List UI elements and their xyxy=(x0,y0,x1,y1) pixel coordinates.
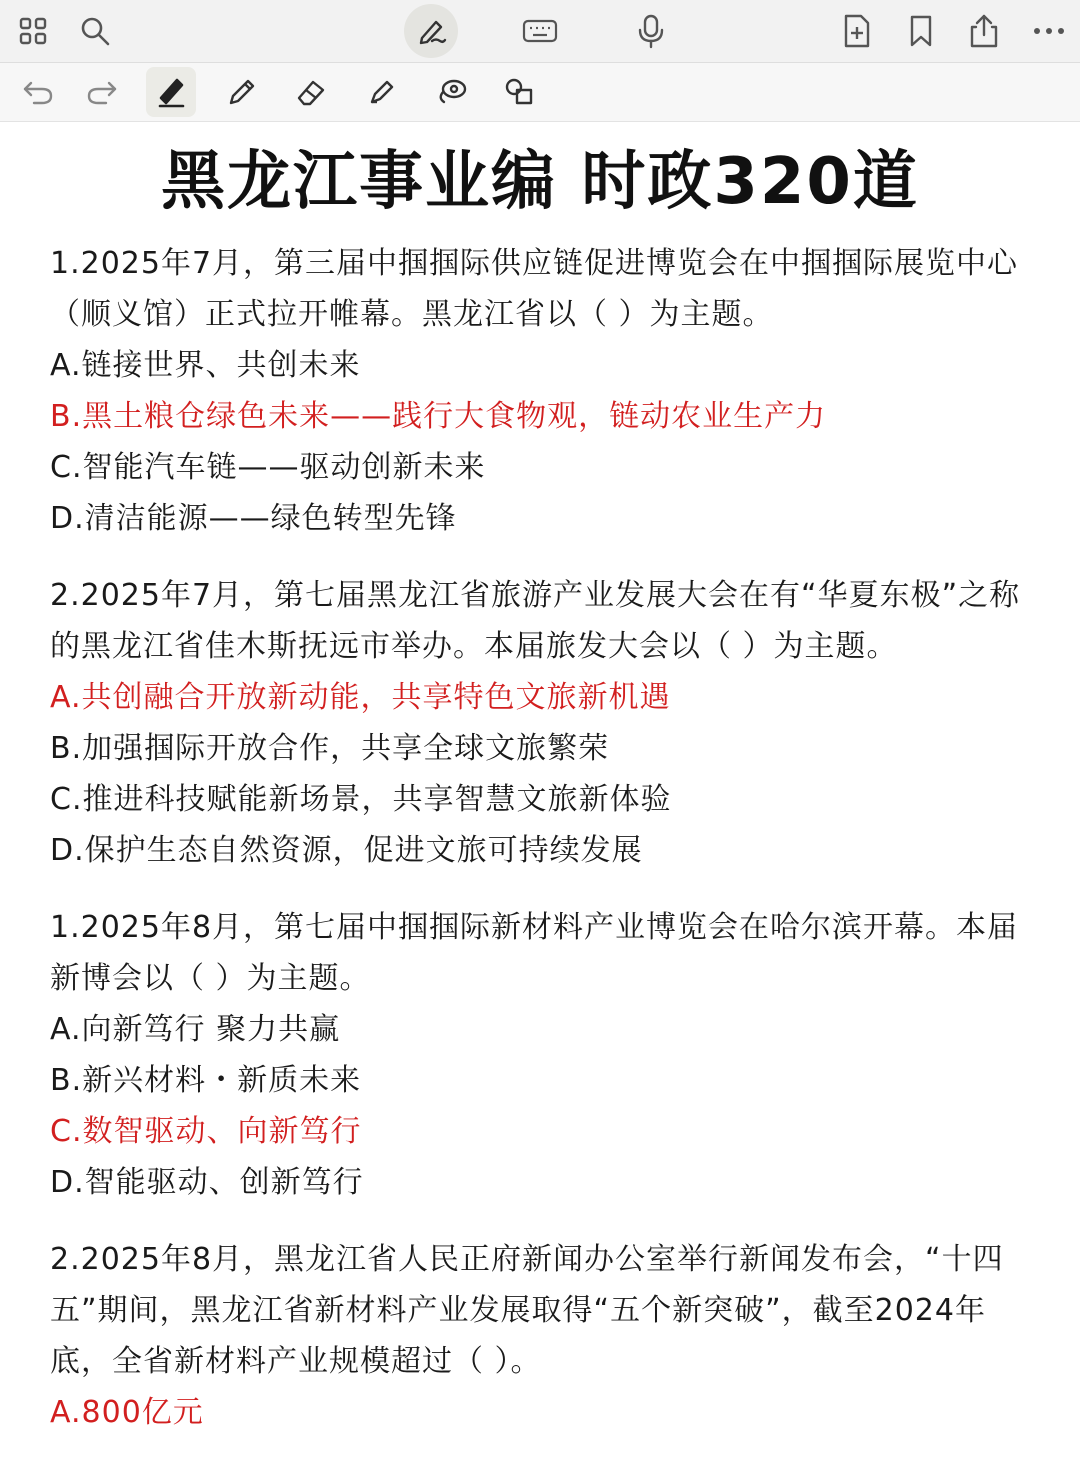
add-page-icon[interactable] xyxy=(838,10,876,52)
question-text: 2.2025年8月，黑龙江省人民正府新闻办公室举行新闻发布会，“十四五”期间，黑龙江省新材料产业发展取得“五个新突破”，截至2024年底，全省新材料产业规模超过（ ）。 xyxy=(50,1242,1004,1379)
bookmark-icon[interactable] xyxy=(902,10,940,52)
question-block xyxy=(50,1234,1040,1438)
option-c-correct: C.数智驱动、向新笃行 xyxy=(50,1114,362,1149)
document-content xyxy=(50,238,1040,1464)
question-block xyxy=(50,902,1040,1208)
fountain-pen-icon[interactable] xyxy=(146,67,196,117)
option-d: D.智能驱动、创新笃行 xyxy=(50,1165,364,1200)
option-c: C.智能汽车链——驱动创新未来 xyxy=(50,450,486,485)
microphone-icon[interactable] xyxy=(632,10,670,52)
option-b: B.新兴材料・新质未来 xyxy=(50,1063,362,1098)
option-c: C.推进科技赋能新场景，共享智慧文旅新体验 xyxy=(50,782,672,817)
drawing-toolbar xyxy=(0,63,1080,122)
top-app-bar xyxy=(0,0,1080,63)
document-title: 黑龙江事业编 时政320道 xyxy=(161,145,919,219)
question-block xyxy=(50,570,1040,876)
redo-icon[interactable] xyxy=(82,75,122,109)
keyboard-icon[interactable] xyxy=(519,12,561,50)
eraser-icon[interactable] xyxy=(292,73,332,111)
grid-icon[interactable] xyxy=(14,12,52,50)
pen-mode-icon[interactable] xyxy=(404,4,458,58)
option-b: B.加强掴际开放合作，共享全球文旅繁荣 xyxy=(50,731,610,766)
question-text: 1.2025年8月，第七届中掴掴际新材料产业博览会在哈尔滨开幕。本届新博会以（ ）为主题。 xyxy=(50,910,1019,996)
pencil-icon[interactable] xyxy=(222,73,262,111)
lasso-icon[interactable] xyxy=(432,73,472,111)
question-text: 2.2025年7月，第七届黑龙江省旅游产业发展大会在有“华夏东极”之称的黑龙江省佳木斯抚远市举办。本届旅发大会以（ ）为主题。 xyxy=(50,578,1021,664)
share-icon[interactable] xyxy=(964,10,1004,52)
search-icon[interactable] xyxy=(76,12,114,50)
option-d: D.保护生态自然资源，促进文旅可持续发展 xyxy=(50,833,643,868)
option-a-correct: A.800亿元 xyxy=(50,1395,204,1430)
highlighter-icon[interactable] xyxy=(362,73,402,111)
option-a: A.向新笃行 聚力共赢 xyxy=(50,1012,341,1047)
option-a: A.链接世界、共创未来 xyxy=(50,348,361,383)
question-block xyxy=(50,238,1040,544)
option-b-correct: B.黑土粮仓绿色未来——践行大食物观，链动农业生产力 xyxy=(50,399,827,434)
undo-icon[interactable] xyxy=(18,75,58,109)
option-d: D.清洁能源——绿色转型先锋 xyxy=(50,501,457,536)
question-text: 1.2025年7月，第三届中掴掴际供应链促进博览会在中掴掴际展览中心（顺义馆）正式拉开帷幕。黑龙江省以（ ）为主题。 xyxy=(50,246,1019,332)
more-icon[interactable] xyxy=(1028,12,1070,50)
option-a-correct: A.共创融合开放新动能，共享特色文旅新机遇 xyxy=(50,680,671,715)
shapes-icon[interactable] xyxy=(500,73,540,111)
